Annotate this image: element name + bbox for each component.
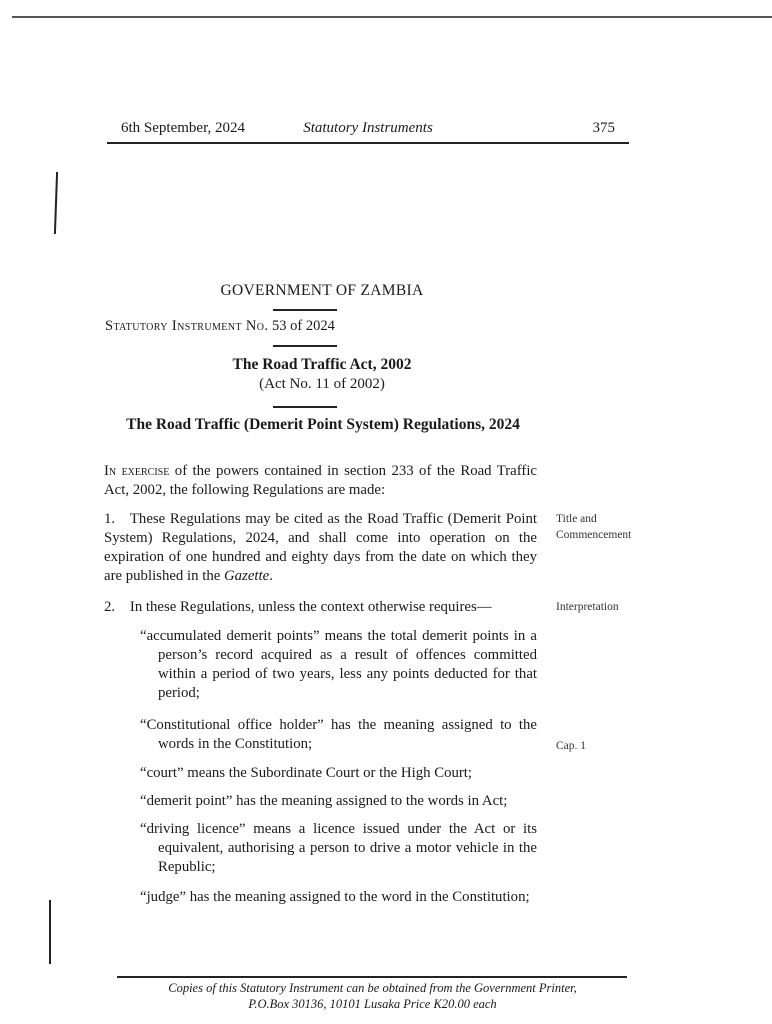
section-2: 2. In these Regulations, unless the context otherwise requires—	[104, 599, 492, 615]
footer-rule	[117, 976, 627, 978]
header-rule	[107, 142, 629, 144]
definition	[140, 716, 537, 754]
header-date: 6th September, 2024	[121, 120, 245, 136]
header-title: Statutory Instruments	[303, 120, 433, 136]
section-1-end: .	[269, 568, 273, 584]
definition-text: “judge” has the meaning assigned to the word in the Constitution;	[140, 889, 530, 905]
definition-text: “demerit point” has the meaning assigned to the words in Act;	[140, 793, 508, 809]
definition	[140, 888, 537, 907]
divider-rule	[273, 406, 337, 408]
government-heading: GOVERNMENT OF ZAMBIA	[220, 282, 424, 299]
margin-note-interpretation: Interpretation	[556, 601, 619, 613]
margin-note-cap: Cap. 1	[556, 740, 587, 752]
definition	[140, 792, 537, 811]
divider-rule	[273, 345, 337, 347]
scan-mark-top	[54, 172, 58, 234]
instrument-label: Statutory Instrument No.	[105, 318, 269, 334]
footer-line2: P.O.Box 30136, 10101 Lusaka Price K20.00 each	[248, 997, 497, 1011]
definition-text: “driving licence” means a licence issued under the Act or its equivalent, authorising a person to drive a motor vehicle in the Republic;	[140, 821, 537, 875]
scan-mark-bottom	[49, 900, 51, 964]
divider-rule	[273, 309, 337, 311]
scan-border-top	[12, 16, 772, 18]
enacting-clause	[104, 462, 537, 500]
act-title: The Road Traffic Act, 2002	[232, 356, 412, 373]
page-footer	[100, 980, 645, 1012]
regulations-title: The Road Traffic (Demerit Point System) Regulations, 2024	[126, 416, 520, 433]
definition-text: “accumulated demerit points” means the total demerit points in a person’s record acquired as a result of offences committed within a period of two years, less any points deducted for that period;	[140, 628, 537, 701]
act-subtitle: (Act No. 11 of 2002)	[259, 376, 385, 392]
definition-text: “Constitutional office holder” has the meaning assigned to the words in the Constitution;	[140, 717, 537, 752]
section-1	[104, 510, 537, 586]
page-number: 375	[592, 120, 615, 136]
margin-note-title	[556, 511, 631, 543]
definition-text: “court” means the Subordinate Court or the High Court;	[140, 765, 473, 781]
enacting-lead: In exercise	[104, 463, 170, 479]
instrument-value: 53 of 2024	[272, 318, 335, 334]
footer-line1: Copies of this Statutory Instrument can be obtained from the Government Printer,	[168, 981, 577, 995]
margin-note-title-line2: Commencement	[556, 529, 632, 541]
definition	[140, 627, 537, 703]
margin-note-title-line1: Title and	[556, 513, 597, 525]
enacting-text: of the powers contained in section 233 of the Road Traffic Act, 2002, the following Regulations are made:	[104, 463, 537, 498]
definition	[140, 820, 537, 877]
section-1-text: 1. These Regulations may be cited as the Road Traffic (Demerit Point System) Regulations, 2024, and shall come into operation on the expiration of one hundred and eighty days from the date on which they are published in the	[104, 511, 537, 584]
gazette-ref: Gazette	[224, 568, 270, 584]
definition	[140, 764, 537, 783]
instrument-number	[105, 318, 335, 335]
